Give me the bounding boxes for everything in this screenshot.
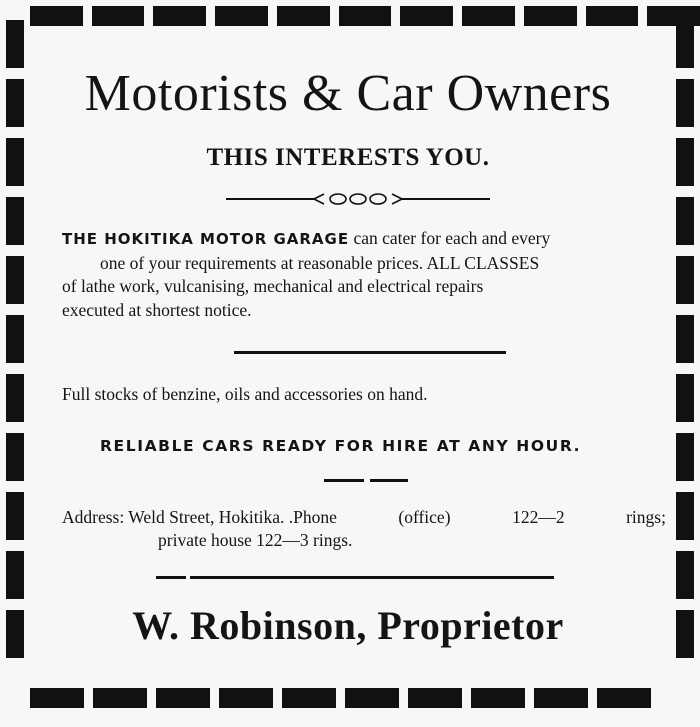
address-phone-number: 122—2 [512, 507, 565, 527]
intro-line-3: of lathe work, vulcanising, mechanical and electrical repairs [62, 276, 484, 296]
top-border [0, 6, 700, 26]
address-office: (office) [398, 507, 451, 527]
left-border [6, 20, 24, 680]
address-line-2: private house 122—3 rings. [158, 530, 353, 550]
bottom-rule-right [190, 576, 554, 579]
garage-name: THE HOKITIKA MOTOR GARAGE [62, 230, 350, 248]
right-border [676, 20, 694, 680]
advertisement [28, 34, 668, 682]
proprietor-signature: W. Robinson, Proprietor [132, 603, 564, 648]
address-rings: rings; [626, 507, 666, 527]
short-rule-right [370, 479, 408, 482]
section-rule [234, 351, 506, 354]
subheading: THIS INTERESTS YOU. [206, 144, 490, 171]
hire-text: RELIABLE CARS READY FOR HIRE AT ANY HOUR. [100, 437, 582, 455]
short-rule-left [324, 479, 364, 482]
address-block [62, 506, 666, 552]
stocks-text: Full stocks of benzine, oils and accessories on hand. [62, 384, 428, 404]
address-line-1 [62, 506, 666, 529]
address-label: Address: [62, 507, 125, 527]
address-street: Weld Street, Hokitika. .Phone [128, 507, 337, 527]
bottom-rule-left [156, 576, 186, 579]
bottom-border [0, 688, 700, 708]
intro-paragraph [62, 227, 666, 322]
headline: Motorists & Car Owners [84, 65, 612, 122]
address-main [62, 506, 337, 529]
intro-line-2: one of your requirements at reasonable prices. ALL CLASSES [100, 252, 540, 273]
intro-line-1 [62, 227, 666, 252]
intro-line-4: executed at shortest notice. [62, 299, 252, 320]
ornament-divider-icon [226, 190, 490, 208]
intro-line-1-rest: can cater for each and every [353, 228, 551, 248]
